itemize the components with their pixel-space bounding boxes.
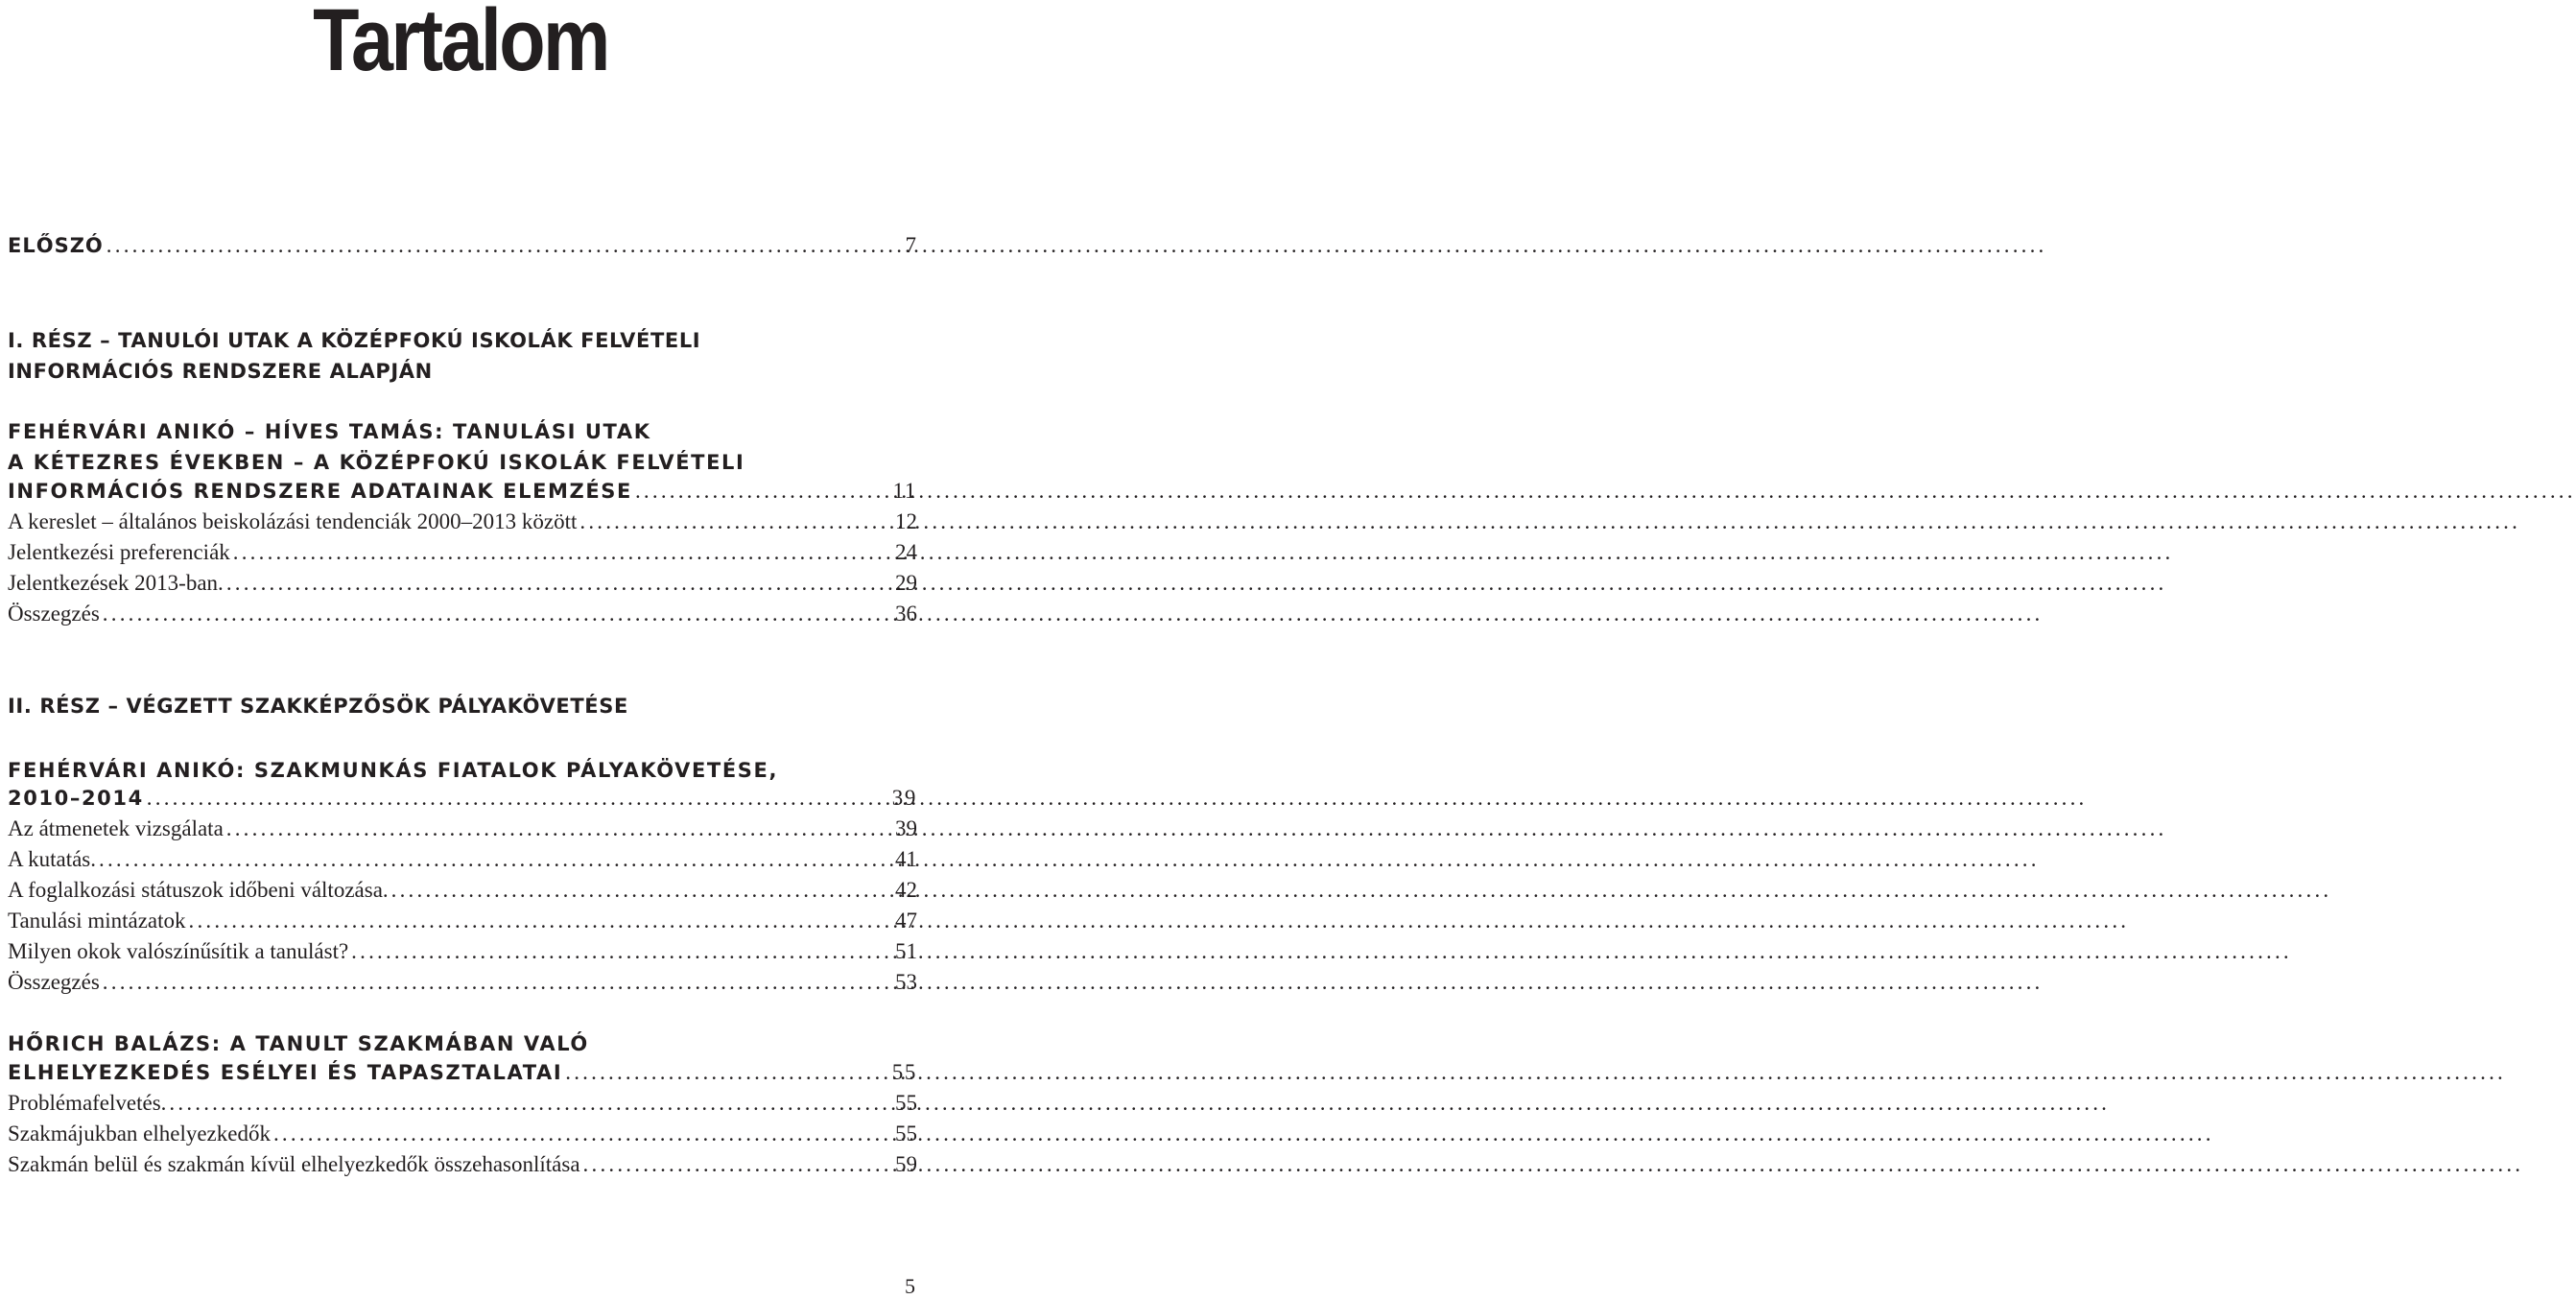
toc-leader-dots <box>100 970 889 995</box>
toc-page-number: 51 <box>895 939 917 963</box>
toc-entry-chapter-3[interactable] <box>8 1060 917 1091</box>
toc-entry-preface[interactable] <box>8 233 917 264</box>
toc-leader-dots <box>580 1152 889 1177</box>
toc-page-number: 55 <box>895 1122 917 1145</box>
toc-entry-title: INFORMÁCIÓS RENDSZERE ADATAINAK ELEMZÉSE <box>8 480 632 503</box>
toc-leader-dots <box>186 909 889 933</box>
toc-entry-title: Milyen okok valószínűsítik a tanulást? <box>8 939 349 963</box>
toc-entry[interactable] <box>8 1122 917 1152</box>
page-number: 5 <box>905 1274 915 1298</box>
toc-entry[interactable] <box>8 878 917 909</box>
toc-entry[interactable] <box>8 970 917 1001</box>
toc-page-number: 36 <box>895 602 917 626</box>
toc-entry-title: A kutatás. <box>8 847 96 871</box>
toc-entry-title: Szakmán belül és szakmán kívül elhelyezkedők összehasonlítása <box>8 1152 580 1176</box>
toc-leader-dots <box>100 602 889 626</box>
toc-entry[interactable] <box>8 909 917 939</box>
chapter-2-title-line-1: FEHÉRVÁRI ANIKÓ: SZAKMUNKÁS FIATALOK PÁLYAKÖVETÉSE, <box>8 759 779 782</box>
part-1-title-line-2: INFORMÁCIÓS RENDSZERE ALAPJÁN <box>8 360 433 383</box>
part-2-title: II. RÉSZ – VÉGZETT SZAKKÉPZŐSÖK PÁLYAKÖVETÉSE <box>8 695 628 718</box>
toc-leader-dots <box>348 939 895 964</box>
toc-entry-chapter-1[interactable] <box>8 479 917 509</box>
toc-page-number: 55 <box>895 1091 917 1115</box>
toc-leader-dots <box>230 540 889 565</box>
toc-entry-title: Problémafelvetés. <box>8 1091 167 1115</box>
toc-entry[interactable] <box>8 939 917 970</box>
toc-entry[interactable] <box>8 816 917 847</box>
toc-page-number: 47 <box>895 909 917 933</box>
part-1-title-line-1: I. RÉSZ – TANULÓI UTAK A KÖZÉPFOKÚ ISKOLÁK FELVÉTELI <box>8 329 701 352</box>
chapter-1-title-line-2: A KÉTEZRES ÉVEKBEN – A KÖZÉPFOKÚ ISKOLÁK FELVÉTELI <box>8 451 745 474</box>
toc-page-number: 41 <box>895 847 917 871</box>
toc-entry-chapter-2[interactable] <box>8 786 917 816</box>
toc-entry[interactable] <box>8 540 917 571</box>
toc-entry[interactable] <box>8 1152 917 1183</box>
toc-page-number: 53 <box>895 970 917 994</box>
toc-entry[interactable] <box>8 1091 917 1122</box>
page-title: Tartalom <box>313 0 608 89</box>
toc-page-number: 55 <box>891 1060 917 1084</box>
toc-page-number: 42 <box>895 878 917 902</box>
toc-entry-title: Szakmájukban elhelyezkedők <box>8 1122 271 1145</box>
toc-entry-title: Jelentkezési preferenciák <box>8 540 230 564</box>
toc-entry-title: 2010–2014 <box>8 787 144 810</box>
toc-leader-dots <box>562 1060 886 1085</box>
toc-entry[interactable] <box>8 509 917 540</box>
toc-entry-title: A kereslet – általános beiskolázási tendenciák 2000–2013 között <box>8 509 578 533</box>
chapter-3-title-line-1: HŐRICH BALÁZS: A TANULT SZAKMÁBAN VALÓ <box>8 1032 589 1055</box>
toc-entry[interactable] <box>8 847 917 878</box>
toc-leader-dots <box>144 786 886 811</box>
toc-entry-title: Az átmenetek vizsgálata <box>8 816 224 840</box>
toc-entry-title: Összegzés <box>8 602 100 626</box>
toc-entry-title: Jelentkezések 2013-ban. <box>8 571 224 595</box>
toc-page-number: 24 <box>895 540 917 564</box>
toc-leader-dots <box>271 1122 889 1146</box>
toc-leader-dots <box>224 571 889 596</box>
toc-page-number: 11 <box>892 479 917 503</box>
toc-page-number: 29 <box>895 571 917 595</box>
toc-leader-dots <box>224 816 889 841</box>
toc-leader-dots <box>632 479 887 504</box>
chapter-1-title-line-1: FEHÉRVÁRI ANIKÓ – HÍVES TAMÁS: TANULÁSI UTAK <box>8 420 651 443</box>
toc-entry-title: A foglalkozási státuszok időbeni változása. <box>8 878 389 902</box>
toc-leader-dots <box>104 233 900 258</box>
toc-page-number: 39 <box>891 786 917 810</box>
toc-entry-title: Tanulási mintázatok <box>8 909 186 933</box>
toc-leader-dots <box>166 1091 889 1116</box>
toc-entry[interactable] <box>8 571 917 602</box>
toc-entry-title: Összegzés <box>8 970 100 994</box>
toc-entry-title: ELŐSZÓ <box>8 234 104 257</box>
toc-leader-dots <box>389 878 889 903</box>
toc-page-number: 39 <box>895 816 917 840</box>
toc-page-number: 7 <box>905 233 917 257</box>
toc-entry-title: ELHELYEZKEDÉS ESÉLYEI ÉS TAPASZTALATAI <box>8 1061 563 1084</box>
toc-leader-dots <box>96 847 889 872</box>
toc-page-number: 12 <box>895 509 917 533</box>
toc-page-number: 59 <box>895 1152 917 1176</box>
toc-entry[interactable] <box>8 602 917 632</box>
toc-leader-dots <box>577 509 889 534</box>
